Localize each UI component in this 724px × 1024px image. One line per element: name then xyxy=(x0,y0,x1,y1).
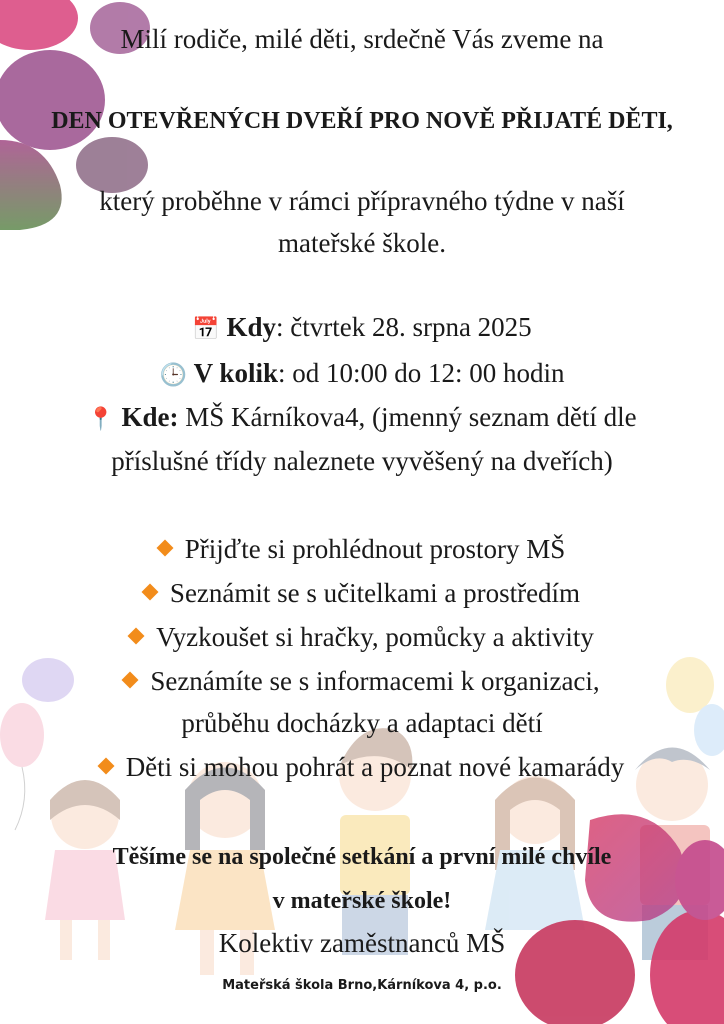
where-line-2: příslušné třídy naleznete vyvěšený na dveřích) xyxy=(111,446,613,476)
diamond-bullet-icon xyxy=(128,628,145,645)
where-label: Kde: xyxy=(121,402,179,432)
intro-text: Milí rodiče, milé děti, srdečně Vás zveme na xyxy=(120,24,604,54)
when-line xyxy=(0,312,724,343)
when-label: Kdy xyxy=(226,312,276,342)
description-line-1: který proběhne v rámci přípravného týdne v naší xyxy=(99,186,625,216)
clock-icon: 🕒 xyxy=(159,363,187,388)
signature: Kolektiv zaměstnanců MŠ xyxy=(218,928,506,958)
diamond-bullet-icon xyxy=(156,540,173,557)
list-item: Seznámíte se s informacemi k organizaci, xyxy=(0,666,724,697)
headline: DEN OTEVŘENÝCH DVEŘÍ PRO NOVĚ PŘIJATÉ DĚTI, xyxy=(51,108,673,134)
where-value: MŠ Kárníkova4, (jmenný seznam dětí dle xyxy=(178,402,637,432)
when-value: : čtvrtek 28. srpna 2025 xyxy=(275,312,532,342)
list-item: Děti si mohou pohrát a poznat nové kamarády xyxy=(0,752,724,783)
time-value: : od 10:00 do 12: 00 hodin xyxy=(277,358,565,388)
list-item: Přijďte si prohlédnout prostory MŠ xyxy=(0,534,724,565)
where-line xyxy=(0,402,724,433)
time-line xyxy=(0,358,724,389)
diamond-bullet-icon xyxy=(141,584,158,601)
closing-line-2: v mateřské škole! xyxy=(272,888,452,914)
description-line-2: mateřské škole. xyxy=(278,228,446,258)
pin-icon: 📍 xyxy=(87,407,115,432)
diamond-bullet-icon xyxy=(97,758,114,775)
closing-line-1: Těšíme se na společné setkání a první milé chvíle xyxy=(112,844,612,870)
list-item: Vyzkoušet si hračky, pomůcky a aktivity xyxy=(0,622,724,653)
list-item-continuation: průběhu docházky a adaptaci dětí xyxy=(181,708,543,738)
diamond-bullet-icon xyxy=(122,672,139,689)
footer-address: Mateřská škola Brno,Kárníkova 4, p.o. xyxy=(222,978,502,993)
time-label: V kolik xyxy=(193,358,278,388)
calendar-icon: 📅 xyxy=(192,317,220,342)
list-item: Seznámit se s učitelkami a prostředím xyxy=(0,578,724,609)
